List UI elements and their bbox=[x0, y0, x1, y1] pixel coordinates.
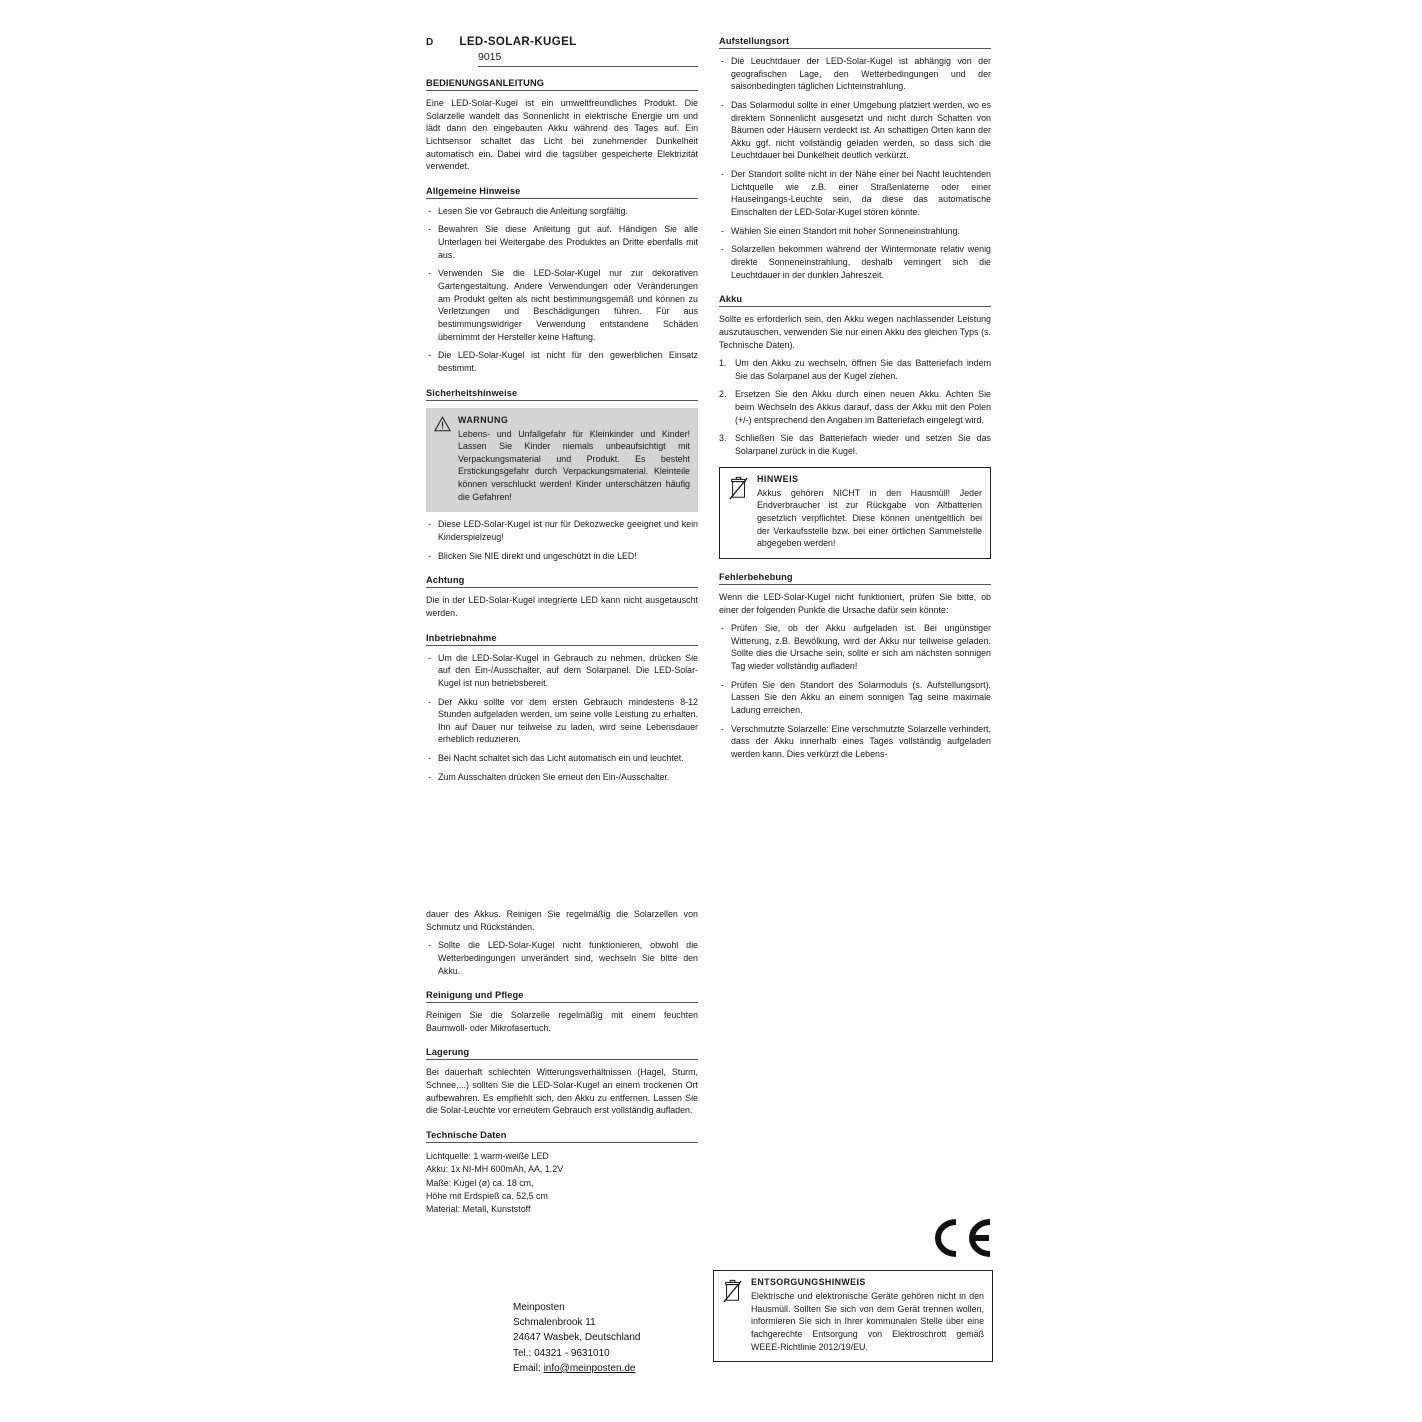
language-code: D bbox=[426, 37, 434, 48]
list-item: - Um die LED-Solar-Kugel in Gebrauch zu nehmen, drücken Sie auf den Ein-/Ausschalter, auf dem Solarpanel. Die LED-Solar-Kugel ist nun betriebsbereit. bbox=[426, 652, 698, 690]
disposal-title: ENTSORGUNGSHINWEIS bbox=[751, 1277, 866, 1287]
address-line: 24647 Wasbek, Deutschland bbox=[513, 1332, 641, 1344]
battery-intro: Sollte es erforderlich sein, den Akku wegen nachlassender Leistung auszutauschen, verwenden Sie nur einen Akku des gleichen Typs (s. Technische Daten). bbox=[719, 314, 991, 350]
troubleshooting-list bbox=[719, 622, 991, 760]
list-item: - Die Leuchtdauer der LED-Solar-Kugel ist abhängig von der geografischen Lage, den Wetterbedingungen und der saisonbedingten täglichen Lichteinstrahlung. bbox=[719, 55, 991, 93]
spec-line: Höhe mit Erdspieß ca. 52,5 cm bbox=[426, 1191, 548, 1202]
section-heading-battery: Akku bbox=[719, 294, 991, 307]
startup-list bbox=[426, 652, 698, 784]
left-column-continued bbox=[426, 908, 698, 1217]
list-item: - Blicken Sie NIE direkt und ungeschützt in die LED! bbox=[426, 550, 698, 563]
crossed-out-wheelie-bin-icon bbox=[722, 1279, 744, 1305]
list-item: Ersetzen Sie den Akku durch einen neuen Akku. Achten Sie beim Wechseln des Akkus darauf, dass der Akku mit den Polen (+/-) entsprechend den Angaben im Batteriefach eingelegt wird. bbox=[735, 389, 991, 425]
list-item: - Wählen Sie einen Standort mit hoher Sonneneinstrahlung. bbox=[719, 225, 991, 238]
address-line: Schmalenbrook 11 bbox=[513, 1317, 596, 1329]
battery-steps-list bbox=[719, 357, 991, 457]
list-item: Um den Akku zu wechseln, öffnen Sie das Batteriefach indem Sie das Solarpanel aus der Kugel ziehen. bbox=[735, 358, 991, 381]
section-heading-troubleshooting: Fehlerbehebung bbox=[719, 572, 991, 585]
spec-line: Maße: Kugel (ø) ca. 18 cm, bbox=[426, 1177, 534, 1188]
section-heading-safety: Sicherheitshinweise bbox=[426, 388, 698, 401]
crossed-out-wheelie-bin-icon bbox=[728, 476, 750, 502]
list-item: - Der Standort sollte nicht in der Nähe einer bei Nacht leuchtenden Lichtquelle wie z.B. einer Straßenlaterne oder einer Hauseingangs-Leuchte sein, da diese das automatische Einschalten der LED-Solar-Kugel stören könnte. bbox=[719, 168, 991, 219]
right-column bbox=[719, 36, 991, 761]
section-heading-attention: Achtung bbox=[426, 575, 698, 588]
intro-paragraph: Eine LED-Solar-Kugel ist ein umweltfreundliches Produkt. Die Solarzelle wandelt das Sonnenlicht in elektrische Energie um und lädt dann den eingebauten Akku während des Tages auf. Ein Lichtsensor schaltet das Licht bei zunehmender Dunkelheit automatisch ein. Dabei wird die tagsüber gespeicherte Elektrizität verwendet. bbox=[426, 98, 698, 172]
list-item: - Solarzellen bekommen während der Wintermonate relativ wenig direkte Sonneneinstrahlung, deshalb verringert sich die Leuchtdauer in der dunklen Jahreszeit. bbox=[719, 243, 991, 281]
company-address bbox=[513, 1300, 641, 1376]
article-number: 9015 bbox=[478, 51, 698, 67]
disposal-text: Elektrische und elektronische Geräte gehören nicht in den Hausmüll. Sollten Sie sich von dem Gerät trennen wollen, informieren Sie sich in Ihrer kommunalen Stelle über eine fachgerechte Entsorgung von Elektroschrott gemäß WEEE-Richtlinie 2012/19/EU. bbox=[751, 1291, 984, 1352]
section-heading-specs: Technische Daten bbox=[426, 1130, 698, 1143]
specifications-list bbox=[426, 1150, 698, 1217]
note-box bbox=[719, 467, 991, 559]
document-header bbox=[426, 36, 698, 48]
spec-line: Akku: 1x NI-MH 600mAh, AA, 1.2V bbox=[426, 1164, 564, 1175]
warning-title: WARNUNG bbox=[458, 414, 509, 425]
list-item: - Lesen Sie vor Gebrauch die Anleitung sorgfältig. bbox=[426, 205, 698, 218]
troubleshooting-continuation: dauer des Akkus. Reinigen Sie regelmäßig die Solarzellen von Schmutz und Rückständen. bbox=[426, 909, 698, 932]
left-column bbox=[426, 36, 698, 783]
ce-mark-icon bbox=[928, 1218, 998, 1258]
warning-box bbox=[426, 408, 698, 513]
list-item: - Der Akku sollte vor dem ersten Gebrauch mindestens 8-12 Stunden aufgeladen werden, um seine volle Leistung zu erhalten. Ihn auf Dauer nur teilweise zu laden, wird seine Lebensdauer erheblich reduzieren. bbox=[426, 696, 698, 747]
list-item: - Die LED-Solar-Kugel ist nicht für den gewerblichen Einsatz bestimmt. bbox=[426, 349, 698, 374]
cleaning-text: Reinigen Sie die Solarzelle regelmäßig mit einem feuchten Baumwoll- oder Mikrofasertuch. bbox=[426, 1010, 698, 1033]
safety-notes-list bbox=[426, 518, 698, 562]
disposal-note-box bbox=[713, 1270, 993, 1362]
address-line: Meinposten bbox=[513, 1302, 565, 1313]
attention-text: Die in der LED-Solar-Kugel integrierte LED kann nicht ausgetauscht werden. bbox=[426, 595, 698, 618]
list-item: - Diese LED-Solar-Kugel ist nur für Dekozwecke geeignet und kein Kinderspielzeug! bbox=[426, 518, 698, 543]
section-heading-location: Aufstellungsort bbox=[719, 36, 991, 49]
general-notes-list bbox=[426, 205, 698, 375]
warning-text: Lebens- und Unfallgefahr für Kleinkinder und Kinder! Lassen Sie Kinder niemals unbeaufsichtigt mit Verpackungsmaterial und Produkt. Es besteht Erstickungsgefahr durch Verpackungsmaterial. Kleinteile können verschluckt werden! Kinder unterschätzen häufig die Gefahren! bbox=[458, 428, 690, 502]
address-line: Tel.: 04321 - 9631010 bbox=[513, 1347, 610, 1359]
spec-line: Material: Metall, Kunststoff bbox=[426, 1204, 531, 1215]
list-item: - Bei Nacht schaltet sich das Licht automatisch ein und leuchtet. bbox=[426, 752, 698, 765]
email-address[interactable]: info@meinposten.de bbox=[543, 1362, 636, 1374]
page-title: LED-SOLAR-KUGEL bbox=[459, 36, 577, 48]
list-item: - Verwenden Sie die LED-Solar-Kugel nur zur dekorativen Gartengestaltung. Andere Verwendungen oder Veränderungen am Produkt gelten als nicht bestimmungsgemäß und können zu Verletzungen und Beschädigungen führen. Für aus bestimmungswidriger Verwendung entstandene Schäden übernimmt der Hersteller keine Haftung. bbox=[426, 267, 698, 343]
section-heading-cleaning: Reinigung und Pflege bbox=[426, 990, 698, 1003]
list-item: Schließen Sie das Batteriefach wieder und setzen Sie das Solarpanel zurück in die Kugel. bbox=[735, 433, 991, 457]
list-item: - Prüfen Sie, ob der Akku aufgeladen ist. Bei ungünstiger Witterung, z.B. Bewölkung, wird der Akku nur teilweise geladen. Sollte dies die Ursache sein, sollte er sich am nächsten sonnigen Tag wieder vollständig aufladen! bbox=[719, 622, 991, 673]
location-list bbox=[719, 55, 991, 281]
spec-line: Lichtquelle: 1 warm-weiße LED bbox=[426, 1151, 549, 1162]
section-heading-startup: Inbetriebnahme bbox=[426, 633, 698, 646]
troubleshooting-intro: Wenn die LED-Solar-Kugel nicht funktioniert, prüfen Sie bitte, ob einer der folgenden Punkte die Ursache dafür sein könnte: bbox=[719, 591, 991, 615]
email-label: Email: bbox=[513, 1362, 544, 1374]
note-title: HINWEIS bbox=[757, 473, 799, 484]
list-item: - Verschmutzte Solarzelle: Eine verschmutzte Solarzelle verhindert, dass der Akku innerhalb eines Tages vollständig aufgeladen werden kann. Dies verkürzt die Lebens- bbox=[719, 723, 991, 761]
troubleshooting-list-continued bbox=[426, 939, 698, 977]
storage-text: Bei dauerhaft schlechten Witterungsverhältnissen (Hagel, Sturm, Schnee,...) sollten Sie die LED-Solar-Kugel an einem trockenen Ort aufbewahren. Es empfiehlt sich, den Akku zu entfernen. Lassen Sie die Solar-Leuchte vor erneutem Gebrauch erst vollständig aufladen. bbox=[426, 1067, 698, 1116]
section-heading-general: Allgemeine Hinweise bbox=[426, 186, 698, 199]
note-text: Akkus gehören NICHT in den Hausmüll! Jeder Endverbraucher ist zur Rückgabe von Altbatterien gesetzlich verpflichtet. Diese können unentgeltlich bei der Verkaufsstelle bzw. bei einer örtlichen Sammelstelle abgegeben werden! bbox=[757, 487, 982, 549]
list-item: - Sollte die LED-Solar-Kugel nicht funktionieren, obwohl die Wetterbedingungen unverändert sind, wechseln Sie bitte den Akku. bbox=[426, 939, 698, 977]
section-heading-storage: Lagerung bbox=[426, 1047, 698, 1060]
warning-triangle-icon bbox=[434, 416, 451, 432]
list-item: - Bewahren Sie diese Anleitung gut auf. Händigen Sie alle Unterlagen bei Weitergabe des Produktes an Dritte ebenfalls mit aus. bbox=[426, 223, 698, 261]
email-line bbox=[513, 1361, 641, 1376]
section-heading-manual: BEDIENUNGSANLEITUNG bbox=[426, 78, 698, 91]
list-item: - Prüfen Sie den Standort des Solarmoduls (s. Aufstellungsort). Lassen Sie den Akku an einem sonnigen Tag seine maximale Ladung erreichen. bbox=[719, 679, 991, 717]
list-item: - Zum Ausschalten drücken Sie erneut den Ein-/Ausschalter. bbox=[426, 771, 698, 784]
list-item: - Das Solarmodul sollte in einer Umgebung platziert werden, wo es direktem Sonnenlicht ausgesetzt und nicht durch Schatten von Bäumen oder Häusern verdeckt ist. An schattigen Orten kann der Akku ggf. nicht vollständig geladen werden, so dass sich die Leuchtdauer bei Dunkelheit deutlich verkürzt. bbox=[719, 99, 991, 162]
